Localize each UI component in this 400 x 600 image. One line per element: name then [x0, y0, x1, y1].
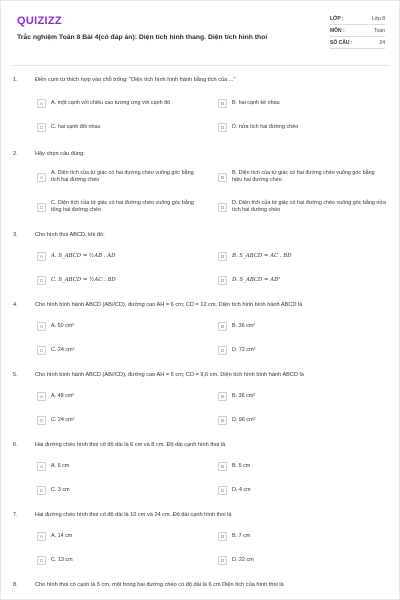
option-letter-box: B: [218, 532, 227, 541]
question-number: 2.: [13, 151, 18, 157]
option-a[interactable]: [37, 322, 74, 331]
option-letter-box: B: [218, 252, 227, 261]
option-text: D. 22 cm: [232, 557, 254, 563]
question-text: Hai đường chéo hình thoi có độ dài là 6 cm và 8 cm. Độ dài cạnh hình thoi là: [35, 442, 226, 448]
option-text: D. nửa tích hai đường chéo: [232, 124, 299, 130]
option-text: A. 14 cm: [51, 533, 73, 539]
option-text: C. 24 cm²: [51, 347, 75, 353]
option-letter-box: B: [218, 322, 227, 331]
option-a[interactable]: [37, 252, 116, 261]
option-text: A. 50 cm²: [51, 323, 75, 329]
question-text: Cho hình thoi có cạnh là 5 cm, một trong hai đường chéo có độ dài là 6 cm Diện tích của hình thoi là: [35, 582, 284, 588]
option-c[interactable]: [37, 486, 70, 495]
option-text: D. Diện tích của tứ giác có hai đường chéo vuông góc bằng nửa tích hai đường chéo: [232, 200, 387, 213]
option-b[interactable]: [218, 462, 250, 471]
question-number: 7.: [13, 512, 18, 518]
option-d[interactable]: [218, 556, 254, 565]
option-b[interactable]: [218, 99, 280, 108]
option-letter-box: D: [218, 556, 227, 565]
option-b[interactable]: [218, 322, 255, 331]
option-letter-box: D: [218, 346, 227, 355]
option-letter-box: A: [37, 99, 46, 108]
question-text: Điền cụm từ thích hợp vào chỗ trống: "Diện tích hình hình hành bằng tích của ...": [35, 77, 236, 83]
option-a[interactable]: [37, 462, 69, 471]
option-text: D. 4 cm: [232, 487, 251, 493]
question-number: 5.: [13, 372, 18, 378]
option-c[interactable]: [37, 123, 100, 132]
option-letter-box: C: [37, 123, 46, 132]
option-c[interactable]: [37, 346, 74, 355]
option-letter-box: C: [37, 276, 46, 285]
option-letter-box: A: [37, 322, 46, 331]
option-c[interactable]: [37, 199, 197, 214]
option-text: D. S_ABCD = AB²: [232, 277, 281, 283]
option-b[interactable]: [218, 252, 292, 261]
option-b[interactable]: [218, 532, 250, 541]
question-text: Cho hình bình hành ABCD (AB//CD), đường cao AH = 6 cm; CD = 12 cm. Diện tích hình bình hành ABCD là: [35, 302, 303, 308]
option-letter-box: D: [218, 416, 227, 425]
worksheet-title: Trắc nghiệm Toán 8 Bài 4(có đáp án): Diện tích hình thang. Diện tích hình thoi: [17, 34, 268, 41]
question-text: Cho hình bình hành ABCD (AB//CD), đường cao AH = 5 cm; CD = 9,6 cm. Diện tích hình bình hành ABCD là: [35, 372, 304, 378]
option-d[interactable]: [218, 123, 298, 132]
option-text: C. 3 cm: [51, 487, 70, 493]
question-text: Hãy chọn câu đúng:: [35, 151, 85, 157]
option-text: C. 13 cm: [51, 557, 73, 563]
option-text: A. S_ABCD = ½AB . AD: [51, 253, 116, 259]
question-text: Cho hình thoi ABCD, khi đó:: [35, 232, 105, 238]
option-text: C. 24 cm²: [51, 417, 75, 423]
option-c[interactable]: [37, 276, 116, 285]
option-a[interactable]: [37, 99, 170, 108]
option-d[interactable]: [218, 486, 251, 495]
option-letter-box: A: [37, 462, 46, 471]
header-divider: [13, 65, 389, 66]
option-letter-box: D: [218, 203, 227, 212]
option-letter-box: B: [218, 99, 227, 108]
question-number: 6.: [13, 442, 18, 448]
option-letter-box: A: [37, 392, 46, 401]
option-text: A. Diện tích của tứ giác có hai đường chéo vuông góc bằng tích hai đường chéo: [51, 170, 194, 183]
option-c[interactable]: [37, 416, 74, 425]
option-text: A. 48 cm²: [51, 393, 75, 399]
question-text: Hai đường chéo hình thoi có độ dài là 10 cm và 24 cm. Độ dài cạnh hình thoi là: [35, 512, 232, 518]
meta-key: MÔN :: [330, 27, 345, 34]
option-text: C. S_ABCD = ½AC . BD: [51, 277, 116, 283]
option-text: B. 5 cm: [232, 463, 251, 469]
option-text: B. S_ABCD = AC . BD: [232, 253, 292, 259]
meta-row-grade: [330, 13, 385, 25]
option-text: A. 6 cm: [51, 463, 70, 469]
option-letter-box: A: [37, 173, 46, 182]
worksheet-header: [13, 11, 389, 61]
option-letter-box: D: [218, 123, 227, 132]
option-text: A. một cạnh với chiều cao tương ứng với cạnh đó: [51, 100, 171, 106]
question-number: 3.: [13, 232, 18, 238]
meta-key: SỐ CÂU :: [330, 39, 353, 46]
option-letter-box: C: [37, 556, 46, 565]
option-text: B. 36 cm²: [232, 323, 256, 329]
meta-row-subject: [330, 25, 385, 37]
question-number: 4.: [13, 302, 18, 308]
option-letter-box: B: [218, 462, 227, 471]
meta-value: Toán: [374, 27, 385, 34]
option-text: B. Diện tích của tứ giác có hai đường chéo vuông góc bằng hiệu hai đường chéo: [232, 170, 375, 183]
quizizz-logo: QUIZIZZ: [17, 15, 62, 27]
option-letter-box: C: [37, 486, 46, 495]
option-text: D. 96 cm²: [232, 417, 256, 423]
meta-value: 24: [379, 39, 385, 46]
option-text: B. 36 cm²: [232, 393, 256, 399]
meta-row-question-count: [330, 37, 385, 49]
option-letter-box: B: [218, 173, 227, 182]
question-number: 1.: [13, 77, 18, 83]
option-b[interactable]: [218, 169, 386, 184]
option-text: D. 72 cm²: [232, 347, 256, 353]
option-a[interactable]: [37, 392, 74, 401]
meta-key: LỚP :: [330, 15, 344, 22]
option-text: B. hai cạnh kề nhau: [232, 100, 280, 106]
option-letter-box: D: [218, 276, 227, 285]
question-number: 8.: [13, 582, 18, 588]
option-letter-box: C: [37, 203, 46, 212]
option-a[interactable]: [37, 532, 72, 541]
option-text: C. hai cạnh đối nhau: [51, 124, 101, 130]
option-letter-box: B: [218, 392, 227, 401]
option-letter-box: D: [218, 486, 227, 495]
option-d[interactable]: [218, 346, 255, 355]
option-b[interactable]: [218, 392, 255, 401]
option-a[interactable]: [37, 169, 197, 184]
option-d[interactable]: [218, 276, 280, 285]
option-text: C. Diện tích của tứ giác có hai đường chéo vuông góc bằng tổng hai đường chéo: [51, 200, 194, 213]
option-c[interactable]: [37, 556, 73, 565]
option-letter-box: C: [37, 416, 46, 425]
option-d[interactable]: [218, 199, 386, 214]
option-letter-box: C: [37, 346, 46, 355]
option-d[interactable]: [218, 416, 255, 425]
option-letter-box: A: [37, 532, 46, 541]
meta-table: [330, 13, 385, 49]
meta-value: Lớp 8: [371, 15, 385, 22]
option-text: B. 7 cm: [232, 533, 251, 539]
option-letter-box: A: [37, 252, 46, 261]
